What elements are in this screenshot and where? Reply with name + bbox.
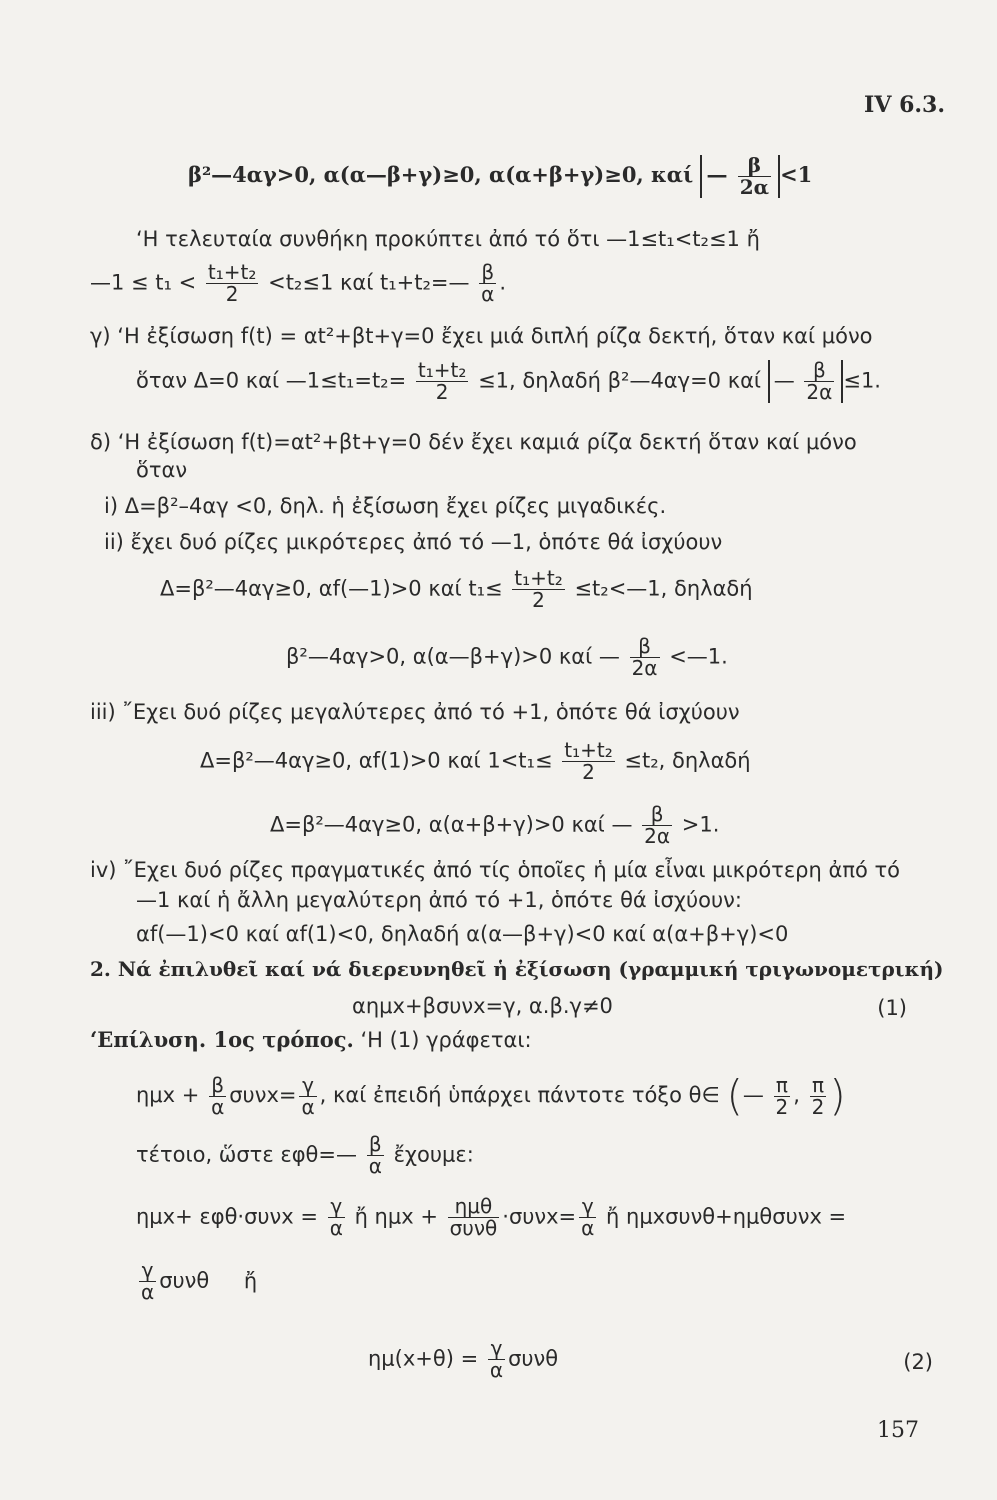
numerator: β xyxy=(738,155,771,177)
denominator: α xyxy=(581,1216,595,1240)
denominator: α xyxy=(481,282,495,306)
denominator: 2 xyxy=(775,1094,789,1119)
text: ≤1, δηλαδή β²—4αγ=0 καί xyxy=(478,368,762,393)
numerator: β xyxy=(804,360,834,382)
text-line-5 xyxy=(136,360,881,403)
text-line-6: δ) ‘Η ἐξίσωση f(t)=αt²+βt+γ=0 δέν ἔχει καμιά ρίζα δεκτή ὅταν καί μόνο xyxy=(90,430,857,454)
denominator: α xyxy=(329,1216,343,1240)
text: ≤1. xyxy=(843,368,881,393)
fraction xyxy=(488,1338,505,1381)
text: ἤ ημx + xyxy=(354,1204,438,1229)
numerator: γ xyxy=(579,1196,596,1218)
section-header: IV 6.3. xyxy=(864,92,945,118)
numerator: β xyxy=(367,1134,384,1156)
text-line-2: ‘Η τελευταία συνθήκη προκύπτει ἀπό τό ὅτι —1≤t₁<t₂≤1 ἤ xyxy=(136,227,760,251)
equation-2 xyxy=(368,1338,558,1381)
fraction xyxy=(562,740,614,783)
numerator: β xyxy=(479,262,496,284)
numerator: ημθ xyxy=(448,1196,500,1218)
fraction xyxy=(416,360,468,403)
numerator: β xyxy=(630,636,660,658)
text: <—1. xyxy=(669,644,728,669)
fraction xyxy=(209,1072,226,1119)
text-line-21 xyxy=(136,1072,846,1120)
numerator: β xyxy=(642,804,672,826)
text-line-7: ὅταν xyxy=(136,458,188,482)
fraction xyxy=(448,1196,500,1239)
numerator: γ xyxy=(328,1196,345,1218)
text: ἤ ημxσυνθ+ημθσυνx = xyxy=(606,1204,847,1229)
fraction xyxy=(810,1072,827,1119)
text: Δ=β²—4αγ≥0, αf(1)>0 καί 1<t₁≤ xyxy=(200,748,553,773)
text-line-10 xyxy=(160,568,753,611)
open-paren: ( xyxy=(726,1071,743,1120)
fraction xyxy=(642,804,672,847)
numerator: γ xyxy=(139,1260,156,1282)
numerator: t₁+t₂ xyxy=(417,358,467,382)
text-line-11 xyxy=(286,636,728,679)
text-line-17: αf(—1)<0 καί αf(1)<0, δηλαδή α(α—β+γ)<0 καί α(α+β+γ)<0 xyxy=(136,922,789,946)
text: τέτοιο, ὥστε εφθ=— xyxy=(136,1142,358,1167)
text-line-16: —1 καί ἡ ἄλλη μεγαλύτερη ἀπό τό +1, ὁπότε θά ἰσχύουν: xyxy=(136,888,742,912)
text-line-13 xyxy=(200,740,751,783)
denominator: 2 xyxy=(582,760,595,784)
text: Δ=β²—4αγ≥0, α(α+β+γ)>0 καί — xyxy=(270,812,633,837)
denominator: συνθ xyxy=(449,1216,498,1240)
numerator: π xyxy=(774,1075,791,1097)
text: ·συνx= xyxy=(502,1204,577,1229)
denominator: 2α xyxy=(739,175,770,199)
close-paren: ) xyxy=(829,1071,846,1120)
numerator: π xyxy=(810,1075,827,1097)
denominator: 2 xyxy=(811,1094,825,1119)
text-line-20 xyxy=(90,1028,532,1052)
condition-line-1 xyxy=(188,155,812,198)
text: ημx+ εφθ·συνx = xyxy=(136,1204,318,1229)
text: ημx + xyxy=(136,1083,200,1108)
minus: — xyxy=(706,162,728,187)
text: ≤t₂, δηλαδή xyxy=(624,748,751,773)
denominator: 2 xyxy=(532,588,545,612)
text: ‘Η (1) γράφεται: xyxy=(360,1028,532,1052)
text: <1 xyxy=(780,162,813,187)
fraction xyxy=(774,1072,791,1119)
text: —1 ≤ t₁ < xyxy=(90,270,197,295)
numerator: t₁+t₂ xyxy=(207,260,257,284)
text: β²—4αγ>0, α(α—β+γ)≥0, α(α+β+γ)≥0, καί xyxy=(188,162,694,187)
numerator: γ xyxy=(299,1075,316,1097)
text: . xyxy=(499,270,507,295)
text: συνθ xyxy=(508,1346,559,1371)
minus: — xyxy=(773,368,795,393)
text: Δ=β²—4αγ≥0, αf(—1)>0 καί t₁≤ xyxy=(160,576,503,601)
numerator: β xyxy=(209,1075,226,1097)
text: ≤t₂<—1, δηλαδή xyxy=(574,576,753,601)
fraction xyxy=(139,1260,156,1303)
text: συνθ xyxy=(159,1268,210,1293)
denominator: 2 xyxy=(435,380,449,404)
fraction xyxy=(630,636,660,679)
fraction xyxy=(738,155,771,198)
text: συνx= xyxy=(229,1083,297,1108)
text: ἔχουμε: xyxy=(393,1142,474,1167)
denominator: α xyxy=(141,1280,155,1304)
numerator: t₁+t₂ xyxy=(514,566,563,590)
denominator: α xyxy=(368,1154,382,1178)
abs-value xyxy=(700,155,780,198)
text-line-12: iii) ῎Εχει δυό ρίζες μεγαλύτερες ἀπό τό +1, ὁπότε θά ἰσχύουν xyxy=(90,700,740,724)
fraction xyxy=(328,1196,345,1239)
fraction xyxy=(479,262,496,305)
denominator: α xyxy=(301,1094,315,1119)
fraction xyxy=(512,568,564,611)
text-line-22 xyxy=(136,1134,474,1177)
equation-number-2: (2) xyxy=(903,1350,933,1374)
equation-number-1: (1) xyxy=(877,996,907,1020)
text: β²—4αγ>0, α(α—β+γ)>0 καί — xyxy=(286,644,620,669)
fraction xyxy=(804,360,834,403)
denominator: α xyxy=(211,1094,225,1119)
text-line-3 xyxy=(90,262,506,305)
abs-value xyxy=(768,360,844,403)
comma: , xyxy=(793,1083,800,1108)
text: ὅταν Δ=0 καί —1≤t₁=t₂= xyxy=(136,368,407,393)
fraction xyxy=(367,1134,384,1177)
fraction xyxy=(579,1196,596,1239)
text-line-14 xyxy=(270,804,719,847)
equation-1: αημx+βσυνx=γ, α.β.γ≠0 xyxy=(352,994,613,1018)
fraction xyxy=(299,1072,316,1119)
text: <t₂≤1 καί t₁+t₂=— xyxy=(268,270,470,295)
text-line-24 xyxy=(136,1260,257,1303)
minus: — xyxy=(742,1083,764,1108)
text-line-8: i) Δ=β²–4αγ <0, δηλ. ἡ ἐξίσωση ἔχει ρίζες μιγαδικές. xyxy=(104,494,667,518)
page-number: 157 xyxy=(877,1418,919,1443)
text-line-4: γ) ‘Η ἐξίσωση f(t) = αt²+βt+γ=0 ἔχει μιά διπλή ρίζα δεκτή, ὅταν καί μόνο xyxy=(90,324,873,348)
denominator: α xyxy=(489,1358,504,1382)
text: ἤ xyxy=(243,1268,258,1293)
denominator: 2α xyxy=(631,656,658,680)
text-line-23 xyxy=(136,1196,846,1239)
denominator: 2 xyxy=(225,282,239,306)
fraction xyxy=(206,262,258,305)
denominator: 2α xyxy=(644,824,671,848)
text: >1. xyxy=(681,812,720,837)
text: ημ(x+θ) = xyxy=(368,1346,479,1371)
problem-heading: 2. Νά ἐπιλυθεῖ καί νά διερευνηθεῖ ἡ ἐξίσωση (γραμμική τριγωνομετρική) xyxy=(90,957,944,981)
text-line-15: iv) ῎Εχει δυό ρίζες πραγματικές ἀπό τίς ὁποῖες ἡ μία εἶναι μικρότερη ἀπό τό xyxy=(90,858,900,882)
text: , καί ἐπειδή ὑπάρχει πάντοτε τόξο θ∈ xyxy=(319,1083,720,1108)
numerator: t₁+t₂ xyxy=(564,738,613,762)
solution-label: ‘Επίλυση. 1ος τρόπος. xyxy=(90,1027,354,1052)
denominator: 2α xyxy=(806,380,833,404)
text-line-9: ii) ἔχει δυό ρίζες μικρότερες ἀπό τό —1, ὁπότε θά ἰσχύουν xyxy=(104,530,723,554)
numerator: γ xyxy=(488,1338,505,1360)
